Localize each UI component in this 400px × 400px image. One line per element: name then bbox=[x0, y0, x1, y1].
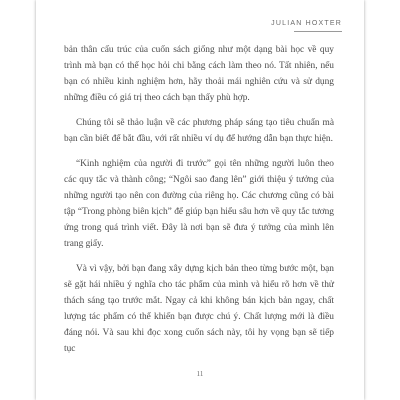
paragraph-1: bản thân cấu trúc của cuốn sách giống như một dạng bài học về quy trình mà bạn có thể học hỏi chi bằng cách làm theo nó. Tất nhiên, nếu bạn có nhiều kinh nghiệm hơn, hãy thoải mái nghiên cứu và sử dụng những điều có giá trị theo cách bạn thấy phù hợp. bbox=[64, 45, 334, 103]
book-page bbox=[36, 0, 364, 400]
running-head-rule bbox=[294, 31, 342, 32]
body-text bbox=[64, 42, 334, 366]
page-number: 11 bbox=[196, 370, 204, 378]
paragraph-2: Chúng tôi sẽ thảo luận về các phương pháp sáng tạo tiêu chuẩn mà bạn cần biết để bắt đầu, với rất nhiều ví dụ để hướng dẫn bạn thực hiện. bbox=[64, 118, 334, 144]
paragraph-3: “Kinh nghiệm của người đi trước” gọi tên những người luôn theo các quy tắc và thành công; “Ngôi sao đang lên” giới thiệu ý tưởng của những người tạo nên con đường của riêng họ. Các chương cũng có bài tập “Trong phòng biên kịch” để giúp bạn hiểu sâu hơn về quy tắc tương ứng trong quá trình viết. Đây là nơi bạn sẽ đưa ý tưởng của mình lên trang giấy. bbox=[64, 159, 334, 249]
paragraph-4: Và vì vậy, bởi bạn đang xây dựng kịch bản theo từng bước một, bạn sẽ gặt hái nhiều ý nghĩa cho tác phẩm của mình và hiểu rõ hơn về thử thách sáng tạo trước mắt. Ngay cả khi không bán kịch bản ngay, chất lượng tác phẩm có thể khiến bạn được chú ý. Chất lượng mới là điều đáng nói. Và sau khi đọc xong cuốn sách này, tôi hy vọng bạn sẽ tiếp tục bbox=[64, 264, 334, 354]
running-head-author: JULIAN HOXTER bbox=[271, 20, 342, 27]
